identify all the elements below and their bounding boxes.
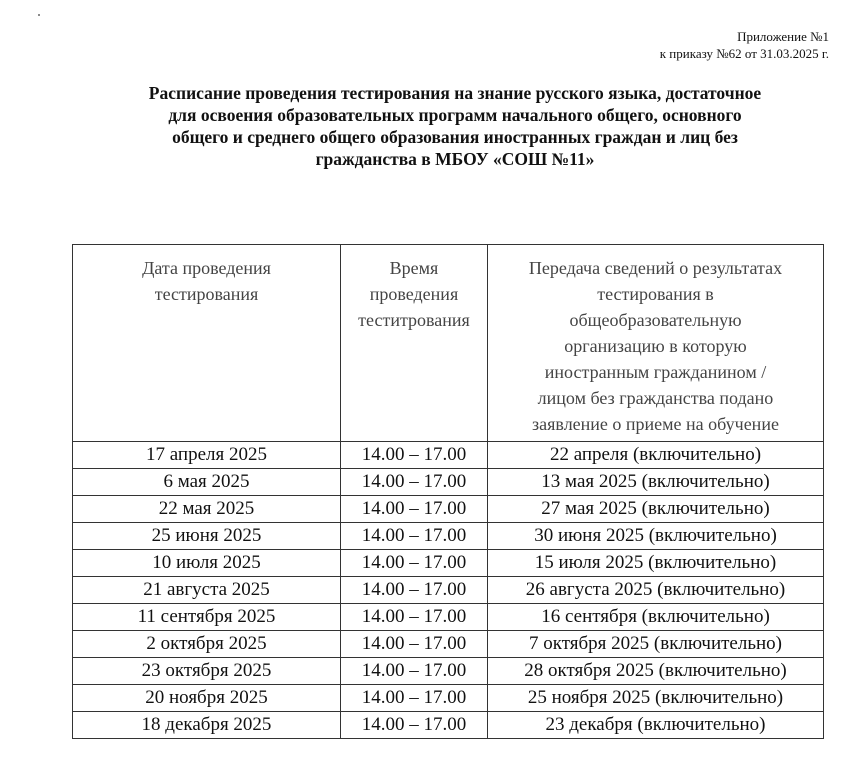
header-line: тестирования в <box>597 284 714 304</box>
cell-date: 23 октября 2025 <box>73 658 341 685</box>
cell-date: 21 августа 2025 <box>73 577 341 604</box>
cell-time: 14.00 – 17.00 <box>341 550 488 577</box>
header-time <box>341 245 488 442</box>
cell-date: 18 декабря 2025 <box>73 712 341 739</box>
header-line: иностранным гражданином / <box>544 362 767 382</box>
appendix-note <box>660 28 829 62</box>
cell-result: 16 сентября (включительно) <box>488 604 824 631</box>
header-line: Передача сведений о результатах <box>528 258 783 278</box>
appendix-title: Приложение №1 <box>737 29 829 44</box>
cell-result: 25 ноября 2025 (включительно) <box>488 685 824 712</box>
cell-result: 23 декабря (включительно) <box>488 712 824 739</box>
cell-date: 25 июня 2025 <box>73 523 341 550</box>
cell-time: 14.00 – 17.00 <box>341 604 488 631</box>
table-row <box>73 631 824 658</box>
cell-time: 14.00 – 17.00 <box>341 658 488 685</box>
header-line: тестирования <box>154 284 259 304</box>
cell-date: 10 июля 2025 <box>73 550 341 577</box>
cell-date: 17 апреля 2025 <box>73 442 341 469</box>
cell-time: 14.00 – 17.00 <box>341 469 488 496</box>
table-row <box>73 658 824 685</box>
cell-result: 26 августа 2025 (включительно) <box>488 577 824 604</box>
header-line: проведения <box>369 284 459 304</box>
table-header-row <box>73 245 824 442</box>
table-row <box>73 523 824 550</box>
order-reference: к приказу №62 от 31.03.2025 г. <box>659 46 829 61</box>
header-line: организацию в которую <box>564 336 747 356</box>
header-line: Дата проведения <box>142 258 271 278</box>
cell-result: 27 мая 2025 (включительно) <box>488 496 824 523</box>
cell-date: 22 мая 2025 <box>73 496 341 523</box>
header-line: Время <box>389 258 439 278</box>
table-row <box>73 469 824 496</box>
cell-time: 14.00 – 17.00 <box>341 577 488 604</box>
table-row <box>73 712 824 739</box>
cell-time: 14.00 – 17.00 <box>341 442 488 469</box>
table-row <box>73 550 824 577</box>
document-title <box>60 82 849 170</box>
table-row <box>73 685 824 712</box>
header-result-transfer <box>488 245 824 442</box>
schedule-table <box>72 244 824 739</box>
cell-date: 20 ноября 2025 <box>73 685 341 712</box>
header-line: лицом без гражданства подано <box>537 388 774 408</box>
table-row <box>73 442 824 469</box>
cell-date: 11 сентября 2025 <box>73 604 341 631</box>
table-row <box>73 604 824 631</box>
header-line: заявление о приеме на обучение <box>532 414 779 434</box>
cell-result: 28 октября 2025 (включительно) <box>488 658 824 685</box>
cell-date: 6 мая 2025 <box>73 469 341 496</box>
title-line: Расписание проведения тестирования на знание русского языка, достаточное <box>148 83 762 103</box>
cell-time: 14.00 – 17.00 <box>341 496 488 523</box>
cell-result: 30 июня 2025 (включительно) <box>488 523 824 550</box>
cell-time: 14.00 – 17.00 <box>341 685 488 712</box>
cell-time: 14.00 – 17.00 <box>341 523 488 550</box>
cell-time: 14.00 – 17.00 <box>341 712 488 739</box>
table-row <box>73 496 824 523</box>
header-date <box>73 245 341 442</box>
cell-result: 7 октября 2025 (включительно) <box>488 631 824 658</box>
cell-result: 15 июля 2025 (включительно) <box>488 550 824 577</box>
cell-date: 2 октября 2025 <box>73 631 341 658</box>
title-line: общего и среднего общего образования иностранных граждан и лиц без <box>172 127 738 147</box>
scan-speck <box>38 14 40 16</box>
title-line: для освоения образовательных программ начального общего, основного <box>168 105 742 125</box>
cell-result: 13 мая 2025 (включительно) <box>488 469 824 496</box>
header-line: общеобразовательную <box>569 310 742 330</box>
cell-time: 14.00 – 17.00 <box>341 631 488 658</box>
title-line: гражданства в МБОУ «СОШ №11» <box>315 149 595 169</box>
cell-result: 22 апреля (включительно) <box>488 442 824 469</box>
header-line: теститрования <box>358 310 470 330</box>
table-row <box>73 577 824 604</box>
